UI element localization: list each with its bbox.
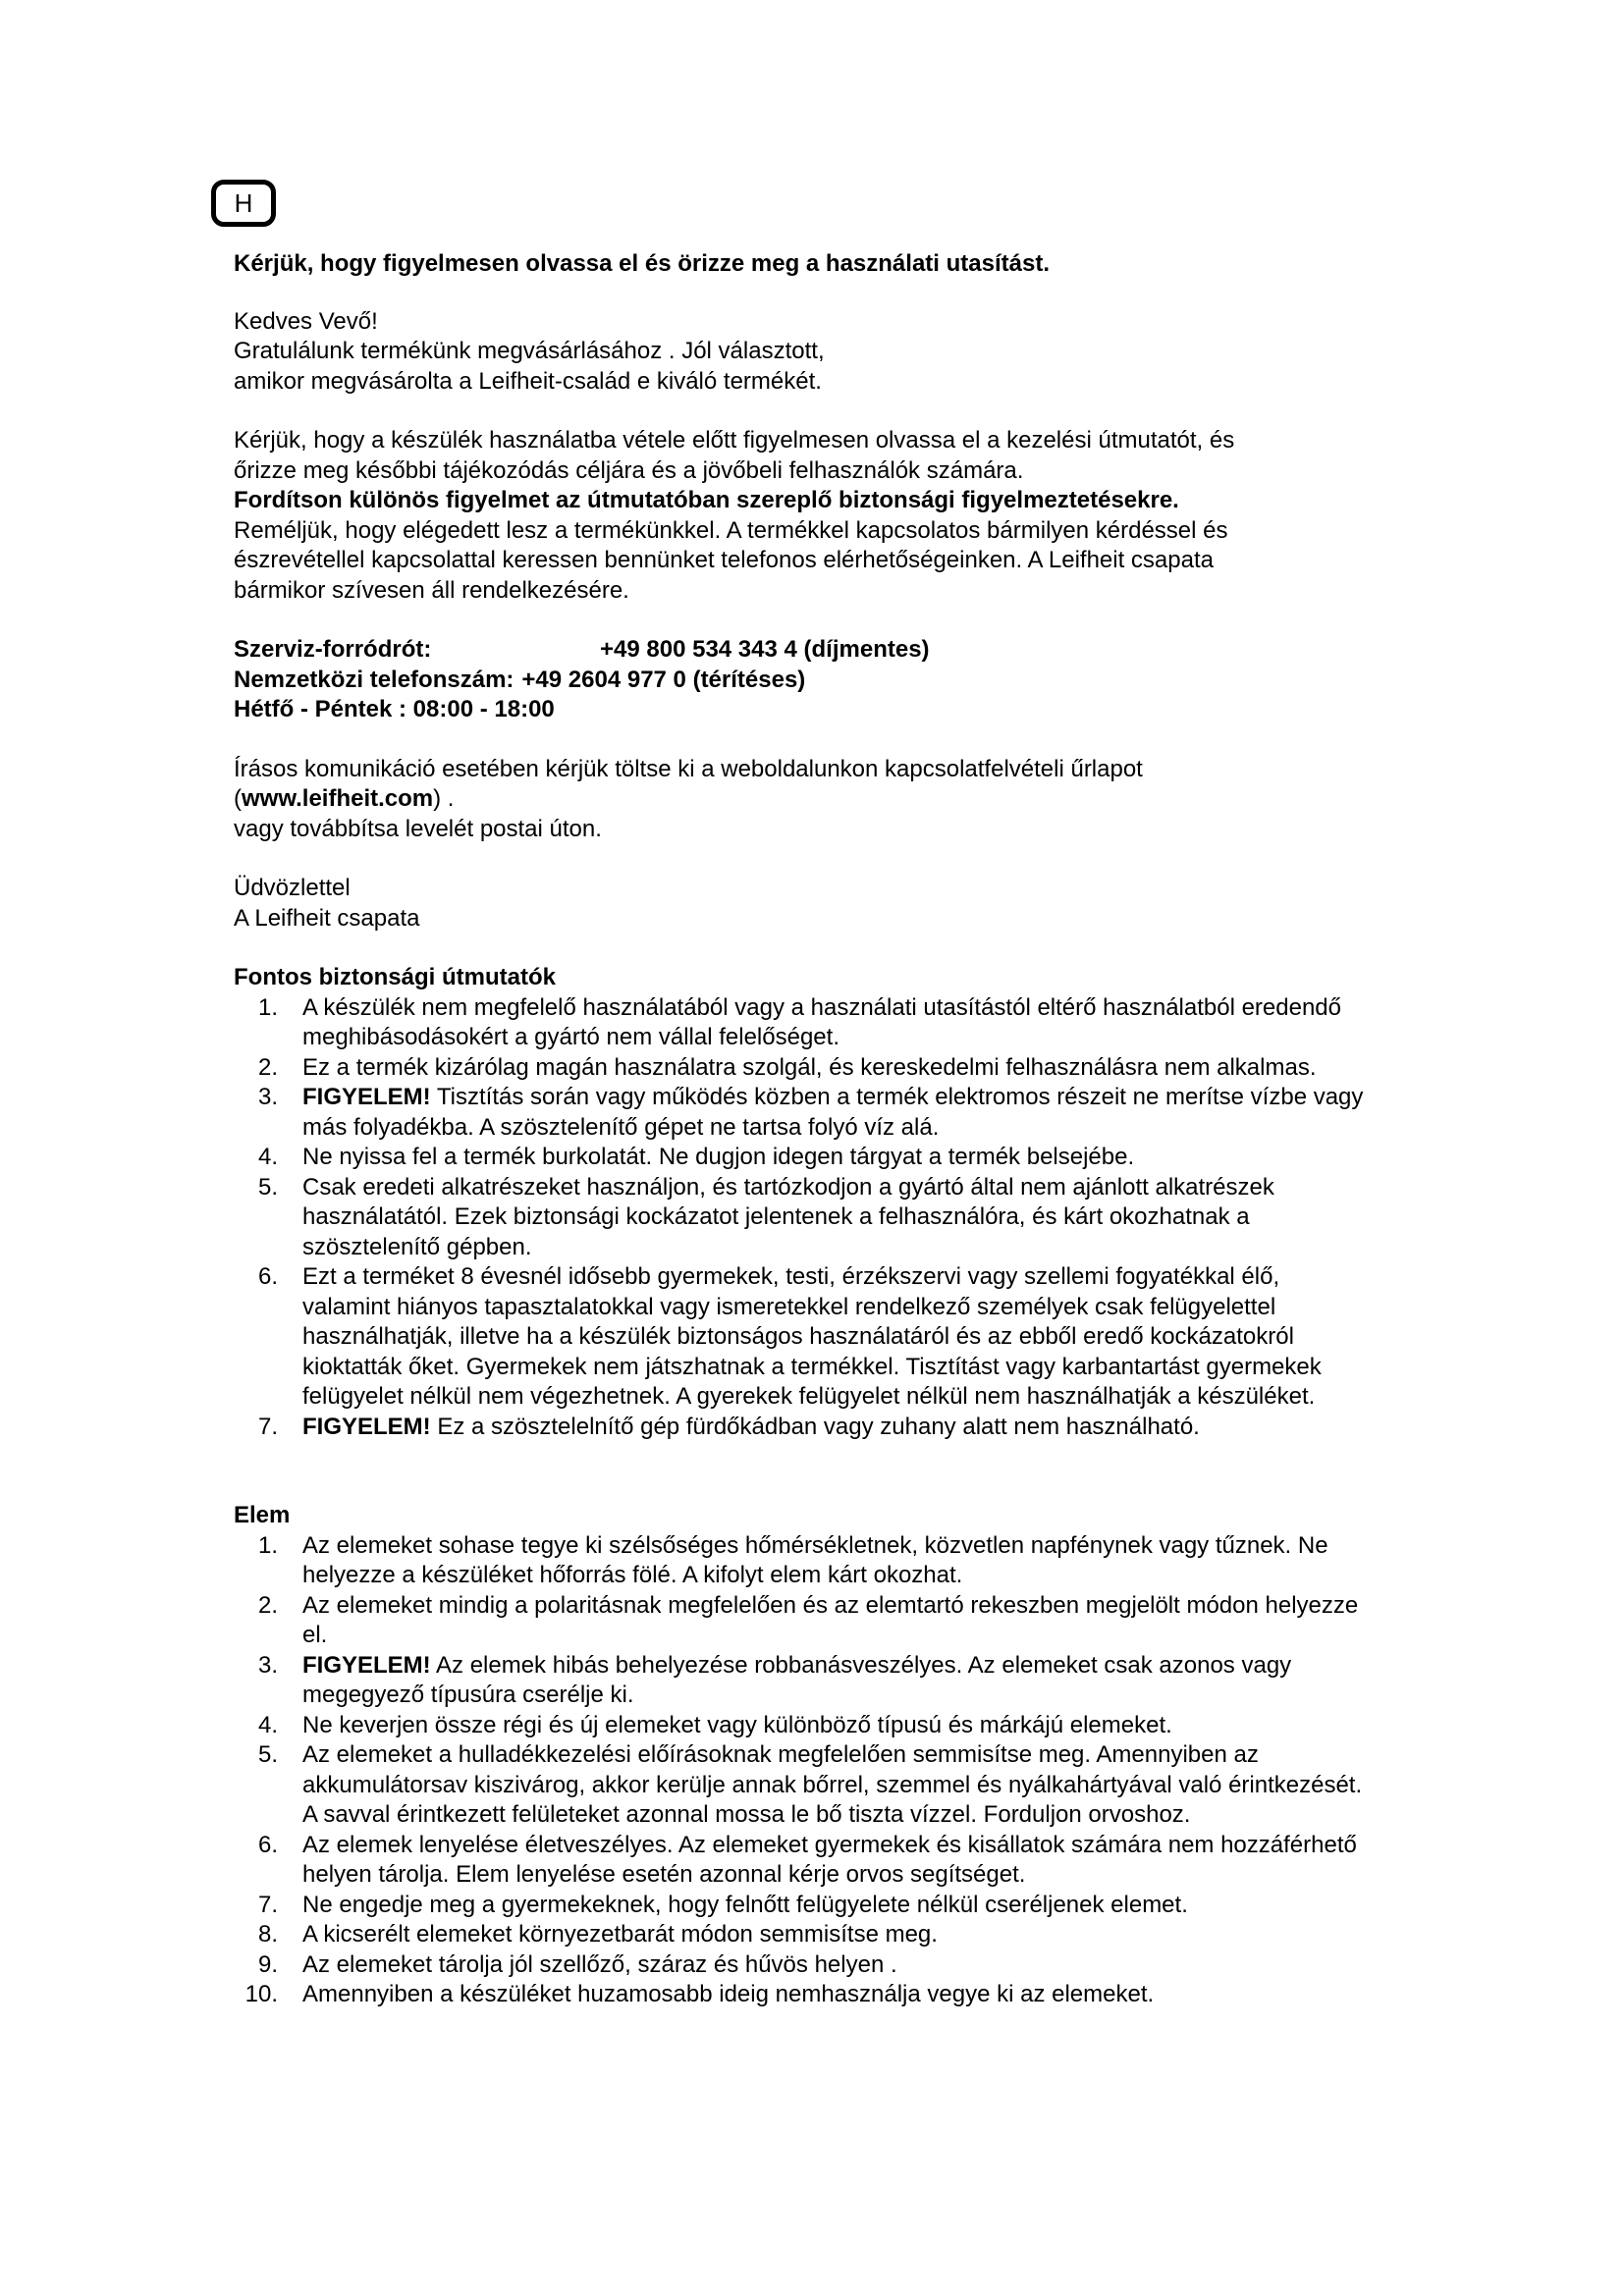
list-item: [234, 1711, 1412, 1741]
list-item-number: 6.: [257, 1263, 278, 1290]
warning-label: FIGYELEM!: [302, 1413, 431, 1440]
intro-line: őrizze meg későbbi tájékozódás céljára és a jövőbeli felhasználók számára.: [234, 456, 1024, 484]
salutation: Kedves Vevő!: [234, 307, 378, 335]
list-item-text: [302, 1831, 1373, 1891]
list-item-number: 3.: [257, 1084, 278, 1110]
list-item-body: Az elemeket tárolja jól szellőző, száraz és hűvös helyen .: [302, 1950, 897, 1978]
hotline-row: [234, 635, 1412, 666]
list-item: [234, 1083, 1412, 1143]
list-item-body: Ez a termék kizárólag magán használatra szolgál, és kereskedelmi felhasználásra nem alkalmas.: [302, 1053, 1317, 1081]
intro-emphasis: Fordítson különös figyelmet az útmutatóban szereplő biztonsági figyelmeztetésekre.: [234, 487, 1179, 513]
closing-signature: A Leifheit csapata: [234, 904, 420, 932]
list-item-number: 10.: [244, 1981, 278, 2007]
list-item-body: Az elemeket sohase tegye ki szélsőséges hőmérsékletnek, közvetlen napfénynek vagy tűznek. Ne helyezze a készüléket hőforrás fölé. A kifolyt elem kárt okozhat.: [302, 1531, 1328, 1588]
list-item: [234, 1591, 1412, 1651]
list-item: [234, 1651, 1412, 1711]
intro-line: észrevétellel kapcsolattal keressen bennünket telefonos elérhetőségeinken. A Leifheit csapata: [234, 547, 1214, 573]
warning-label: FIGYELEM!: [302, 1084, 431, 1110]
list-item-body: A kicserélt elemeket környezetbarát módon semmisítse meg.: [302, 1921, 938, 1948]
list-item-text: [302, 1980, 1373, 2010]
hotline-number: +49 800 534 343 4 (díjmentes): [600, 636, 930, 663]
closing-line: Üdvözlettel: [234, 875, 351, 901]
list-item: [234, 1173, 1412, 1263]
list-item: [234, 1831, 1412, 1891]
greeting-line: amikor megvásárolta a Leifheit-család e kiváló termékét.: [234, 367, 822, 395]
list-item-number: 9.: [257, 1950, 278, 1978]
list-item-text: [302, 1143, 1373, 1173]
list-item-number: 3.: [257, 1651, 278, 1679]
list-item: [234, 1053, 1412, 1084]
list-item-number: 4.: [257, 1711, 278, 1738]
language-badge: H: [211, 180, 276, 227]
written-contact-line: Írásos komunikáció esetében kérjük töltse ki a weboldalunkon kapcsolatfelvételi űrlapot: [234, 755, 1143, 782]
list-item-body: Az elemeket a hulladékkezelési előírásoknak megfelelően semmisítse meg. Amennyiben az akkumulátorsav kiszivárog, akkor kerülje annak bőrrel, szemmel és nyálkahártyával való érintkezését. A savval érintkezett felületeket azonnal mossa le bő tiszta vízzel. Forduljon orvoshoz.: [302, 1741, 1363, 1828]
intro-line: Kérjük, hogy a készülék használatba vétele előtt figyelmesen olvassa el a kezelési útmutatót, és: [234, 427, 1235, 454]
list-item: [234, 1980, 1412, 2010]
list-item-number: 2.: [257, 1053, 278, 1081]
list-item-text: [302, 1950, 1373, 1981]
list-item: [234, 1740, 1412, 1831]
list-item-number: 4.: [257, 1144, 278, 1170]
list-item-body: Csak eredeti alkatrészeket használjon, és tartózkodjon a gyártó által nem ajánlott alkatrészek használatától. Ezek biztonsági kockázatot jelentenek a felhasználóra, és kárt okozhatnak a szösztelenítő gépben.: [302, 1173, 1274, 1260]
list-item: [234, 1143, 1412, 1173]
list-item-text: [302, 1413, 1373, 1443]
list-item-text: [302, 1740, 1373, 1831]
intro-line: Reméljük, hogy elégedett lesz a termékünkkel. A termékkel kapcsolatos bármilyen kérdéssel és: [234, 516, 1228, 544]
list-item-number: 7.: [257, 1413, 278, 1440]
list-item-number: 8.: [257, 1921, 278, 1948]
list-item: [234, 1262, 1412, 1413]
written-contact-url-line: [234, 784, 1412, 815]
list-item-text: [302, 1651, 1373, 1711]
url-close: ) .: [433, 785, 455, 812]
safety-heading: Fontos biztonsági útmutatók: [234, 964, 556, 990]
list-item-body: Ezt a terméket 8 évesnél idősebb gyermekek, testi, érzékszervi vagy szellemi fogyatékkal élő, valamint hiányos tapasztalatokkal vagy ismeretekkel rendelkező személyek csak felügyelettel használhatják, illetve ha a készülék biztonságos használatáról és az ebből eredő kockázatokról kioktatták őket. Gyermekek nem játszhatnak a termékkel. Tisztítást vagy karbantartást gyermekek felügyelet nélkül nem végezhetnek. A gyerekek felügyelet nélkül nem használhatják a készüléket.: [302, 1263, 1322, 1410]
list-item-number: 1.: [257, 1531, 278, 1559]
list-item-body: Az elemek lenyelése életveszélyes. Az elemeket gyermekek és kisállatok számára nem hozzáférhető helyen tárolja. Elem lenyelése esetén azonnal kérje orvos segítséget.: [302, 1831, 1357, 1888]
intl-phone-number: +49 2604 977 0 (térítéses): [521, 666, 806, 693]
list-item-number: 5.: [257, 1741, 278, 1768]
written-contact-line: vagy továbbítsa levelét postai úton.: [234, 815, 602, 842]
list-item-body: Ne keverjen össze régi és új elemeket vagy különböző típusú és márkájú elemeket.: [302, 1711, 1172, 1738]
intro-line: bármikor szívesen áll rendelkezésére.: [234, 576, 629, 604]
list-item: [234, 1891, 1412, 1921]
website-link[interactable]: www.leifheit.com: [242, 785, 434, 812]
greeting-line: Gratulálunk termékünk megvásárlásához . Jól választott,: [234, 338, 825, 364]
list-item-body: Amennyiben a készüléket huzamosabb ideig nemhasználja vegye ki az elemeket.: [302, 1981, 1155, 2007]
list-item-text: [302, 1531, 1373, 1591]
opening-hours: Hétfő - Péntek : 08:00 - 18:00: [234, 696, 555, 722]
list-item-number: 7.: [257, 1891, 278, 1918]
battery-heading: Elem: [234, 1502, 291, 1528]
list-item: [234, 993, 1412, 1053]
list-item-text: [302, 1083, 1373, 1143]
list-item-text: [302, 1891, 1373, 1921]
warning-label: FIGYELEM!: [302, 1651, 431, 1679]
list-item-text: [302, 1711, 1373, 1741]
list-item-body: Az elemek hibás behelyezése robbanásveszélyes. Az elemeket csak azonos vagy megegyező típusúra cserélje ki.: [302, 1651, 1292, 1708]
list-item: [234, 1413, 1412, 1443]
document-body: [234, 249, 1412, 2010]
list-item-number: 5.: [257, 1173, 278, 1201]
list-item-text: [302, 1173, 1373, 1263]
safety-list: [234, 993, 1412, 1443]
list-item-text: [302, 1591, 1373, 1651]
list-item-number: 6.: [257, 1831, 278, 1858]
hotline-label: Szerviz-forródrót:: [234, 636, 432, 663]
list-item-text: [302, 1920, 1373, 1950]
list-item-body: Ne nyissa fel a termék burkolatát. Ne dugjon idegen tárgyat a termék belsejébe.: [302, 1144, 1135, 1170]
list-item-body: Az elemeket mindig a polaritásnak megfelelően és az elemtartó rekeszben megjelölt módon helyezze el.: [302, 1591, 1359, 1648]
list-item-body: Tisztítás során vagy működés közben a termék elektromos részeit ne merítse vízbe vagy más folyadékba. A szösztelenítő gépet ne tartsa folyó víz alá.: [302, 1084, 1364, 1141]
intl-phone-row: [234, 666, 1412, 696]
list-item-body: Ez a szösztelelnítő gép fürdőkádban vagy zuhany alatt nem használható.: [430, 1413, 1200, 1440]
battery-list: [234, 1531, 1412, 2010]
list-item-text: [302, 1053, 1373, 1084]
list-item-number: 1.: [257, 993, 278, 1021]
list-item: [234, 1920, 1412, 1950]
intl-phone-label: Nemzetközi telefonszám:: [234, 666, 514, 693]
list-item-number: 2.: [257, 1591, 278, 1619]
url-open-paren: (: [234, 785, 242, 812]
list-item-body: Ne engedje meg a gyermekeknek, hogy felnőtt felügyelete nélkül cseréljenek elemet.: [302, 1891, 1188, 1918]
list-item: [234, 1950, 1412, 1981]
list-item-text: [302, 1262, 1373, 1413]
list-item: [234, 1531, 1412, 1591]
list-item-text: [302, 993, 1373, 1053]
page-title: Kérjük, hogy figyelmesen olvassa el és örizze meg a használati utasítást.: [234, 250, 1050, 277]
list-item-body: A készülék nem megfelelő használatából vagy a használati utasítástól eltérő használatból eredendő meghibásodásokért a gyártó nem vállal felelőséget.: [302, 993, 1342, 1050]
